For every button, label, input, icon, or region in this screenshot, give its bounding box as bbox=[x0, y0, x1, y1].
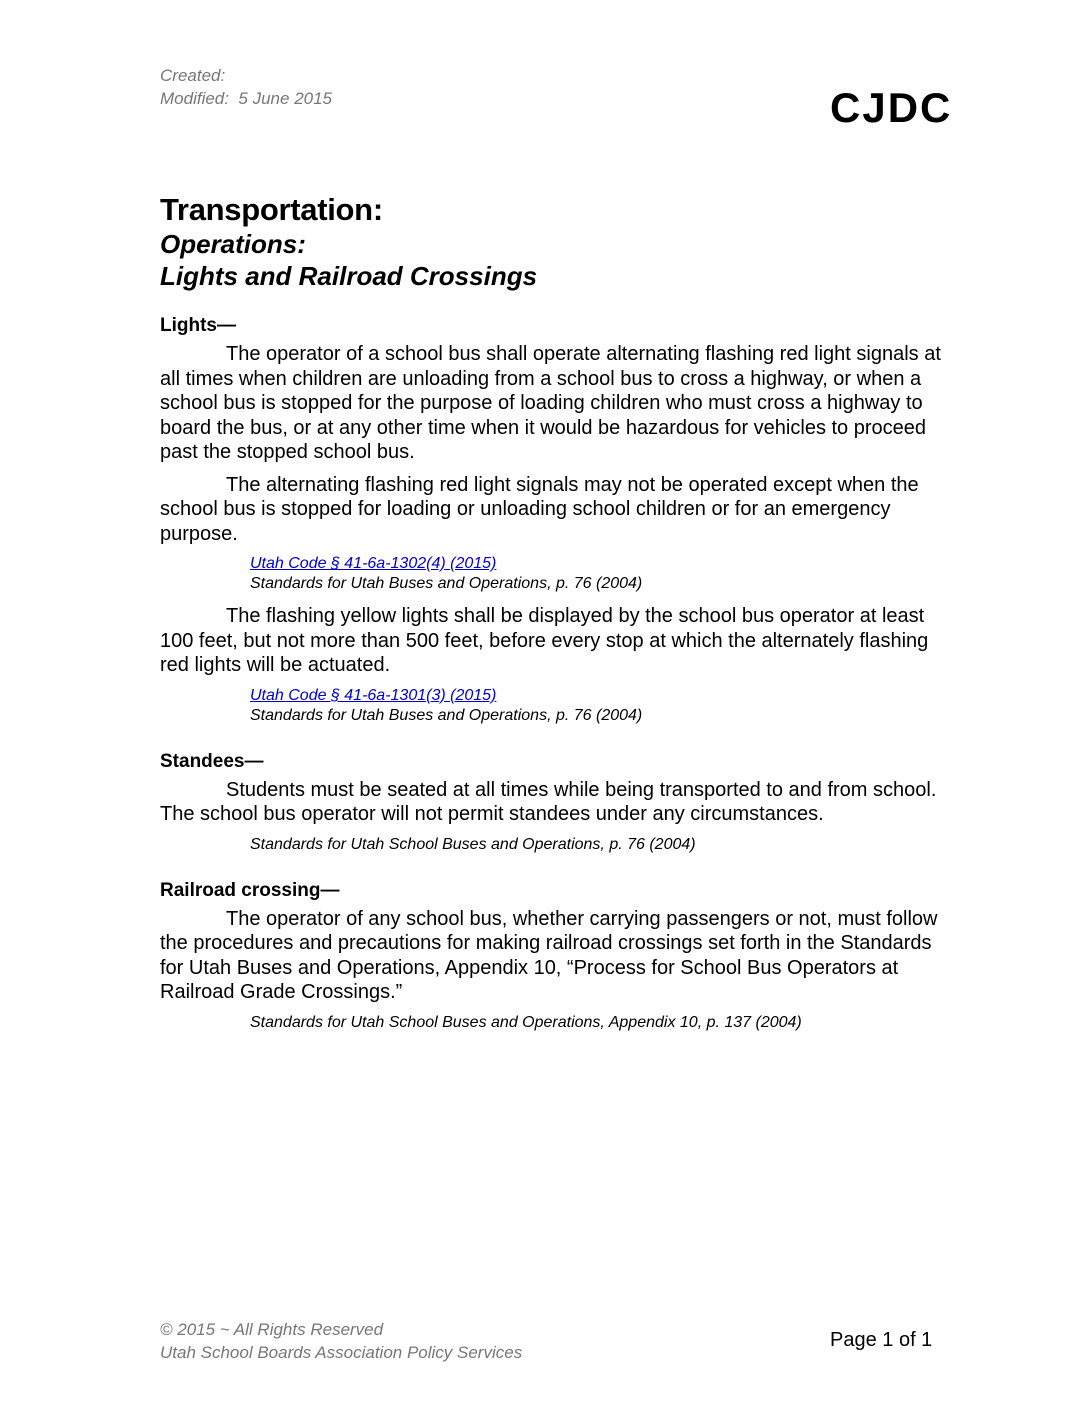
citation-text: Standards for Utah Buses and Operations, p. 76 (2004) bbox=[250, 706, 643, 724]
citation-link[interactable]: Utah Code § 41-6a-1302(4) (2015) bbox=[250, 555, 497, 572]
document-body bbox=[160, 314, 960, 1043]
citation-text: Standards for Utah Buses and Operations, p. 76 (2004) bbox=[250, 575, 643, 592]
document-title bbox=[160, 192, 537, 292]
page-number: Page 1 of 1 bbox=[830, 1329, 933, 1351]
section-heading: Standees— bbox=[160, 750, 264, 772]
section-heading: Lights— bbox=[160, 315, 236, 336]
section-heading: Railroad crossing— bbox=[160, 879, 340, 901]
section-lights bbox=[160, 314, 960, 726]
created-label: Created: bbox=[160, 66, 226, 85]
paragraph: The flashing yellow lights shall be displayed by the school bus operator at least 100 feet, but not more than 500 feet, before every stop at which the alternately flashing red lights will be actuated. bbox=[160, 605, 929, 676]
title-main: Transportation: bbox=[160, 192, 383, 227]
citation-text: Standards for Utah School Buses and Operations, p. 76 (2004) bbox=[250, 835, 696, 853]
modified-date: Modified: 5 June 2015 bbox=[160, 89, 333, 108]
citation-block bbox=[250, 835, 960, 855]
paragraph: The operator of a school bus shall operate alternating flashing red light signals at all times when children are unloading from a school bus to cross a highway, or when a school bus is stopped for the purpose of loading children who must cross a highway to board the bus, or at any other time when it would be hazardous for vehicles to proceed past the stopped school bus. bbox=[160, 343, 941, 463]
citation-block bbox=[250, 554, 960, 594]
paragraph: The operator of any school bus, whether carrying passengers or not, must follow the procedures and precautions for making railroad crossings set forth in the Standards for Utah Buses and Operations, Appendix 10, “Process for School Bus Operators at Railroad Grade Crossings.” bbox=[160, 907, 938, 1003]
section-standees bbox=[160, 750, 960, 855]
footer-credits bbox=[160, 1318, 522, 1364]
section-railroad-crossing bbox=[160, 879, 960, 1033]
policy-code: CJDC bbox=[830, 84, 953, 131]
title-sub-operations: Operations: bbox=[160, 229, 306, 259]
paragraph: Students must be seated at all times while being transported to and from school. The school bus operator will not permit standees under any circumstances. bbox=[160, 778, 937, 825]
document-metadata bbox=[160, 64, 332, 110]
citation-block bbox=[250, 686, 960, 726]
title-sub-topic: Lights and Railroad Crossings bbox=[160, 261, 538, 291]
paragraph: The alternating flashing red light signals may not be operated except when the school bus is stopped for loading or unloading school children or for an emergency purpose. bbox=[160, 473, 919, 545]
citation-text: Standards for Utah School Buses and Operations, Appendix 10, p. 137 (2004) bbox=[250, 1013, 802, 1031]
copyright-text: © 2015 ~ All Rights Reserved bbox=[160, 1320, 384, 1339]
organization-text: Utah School Boards Association Policy Services bbox=[160, 1343, 523, 1362]
citation-block bbox=[250, 1013, 960, 1033]
citation-link[interactable]: Utah Code § 41-6a-1301(3) (2015) bbox=[250, 686, 497, 704]
